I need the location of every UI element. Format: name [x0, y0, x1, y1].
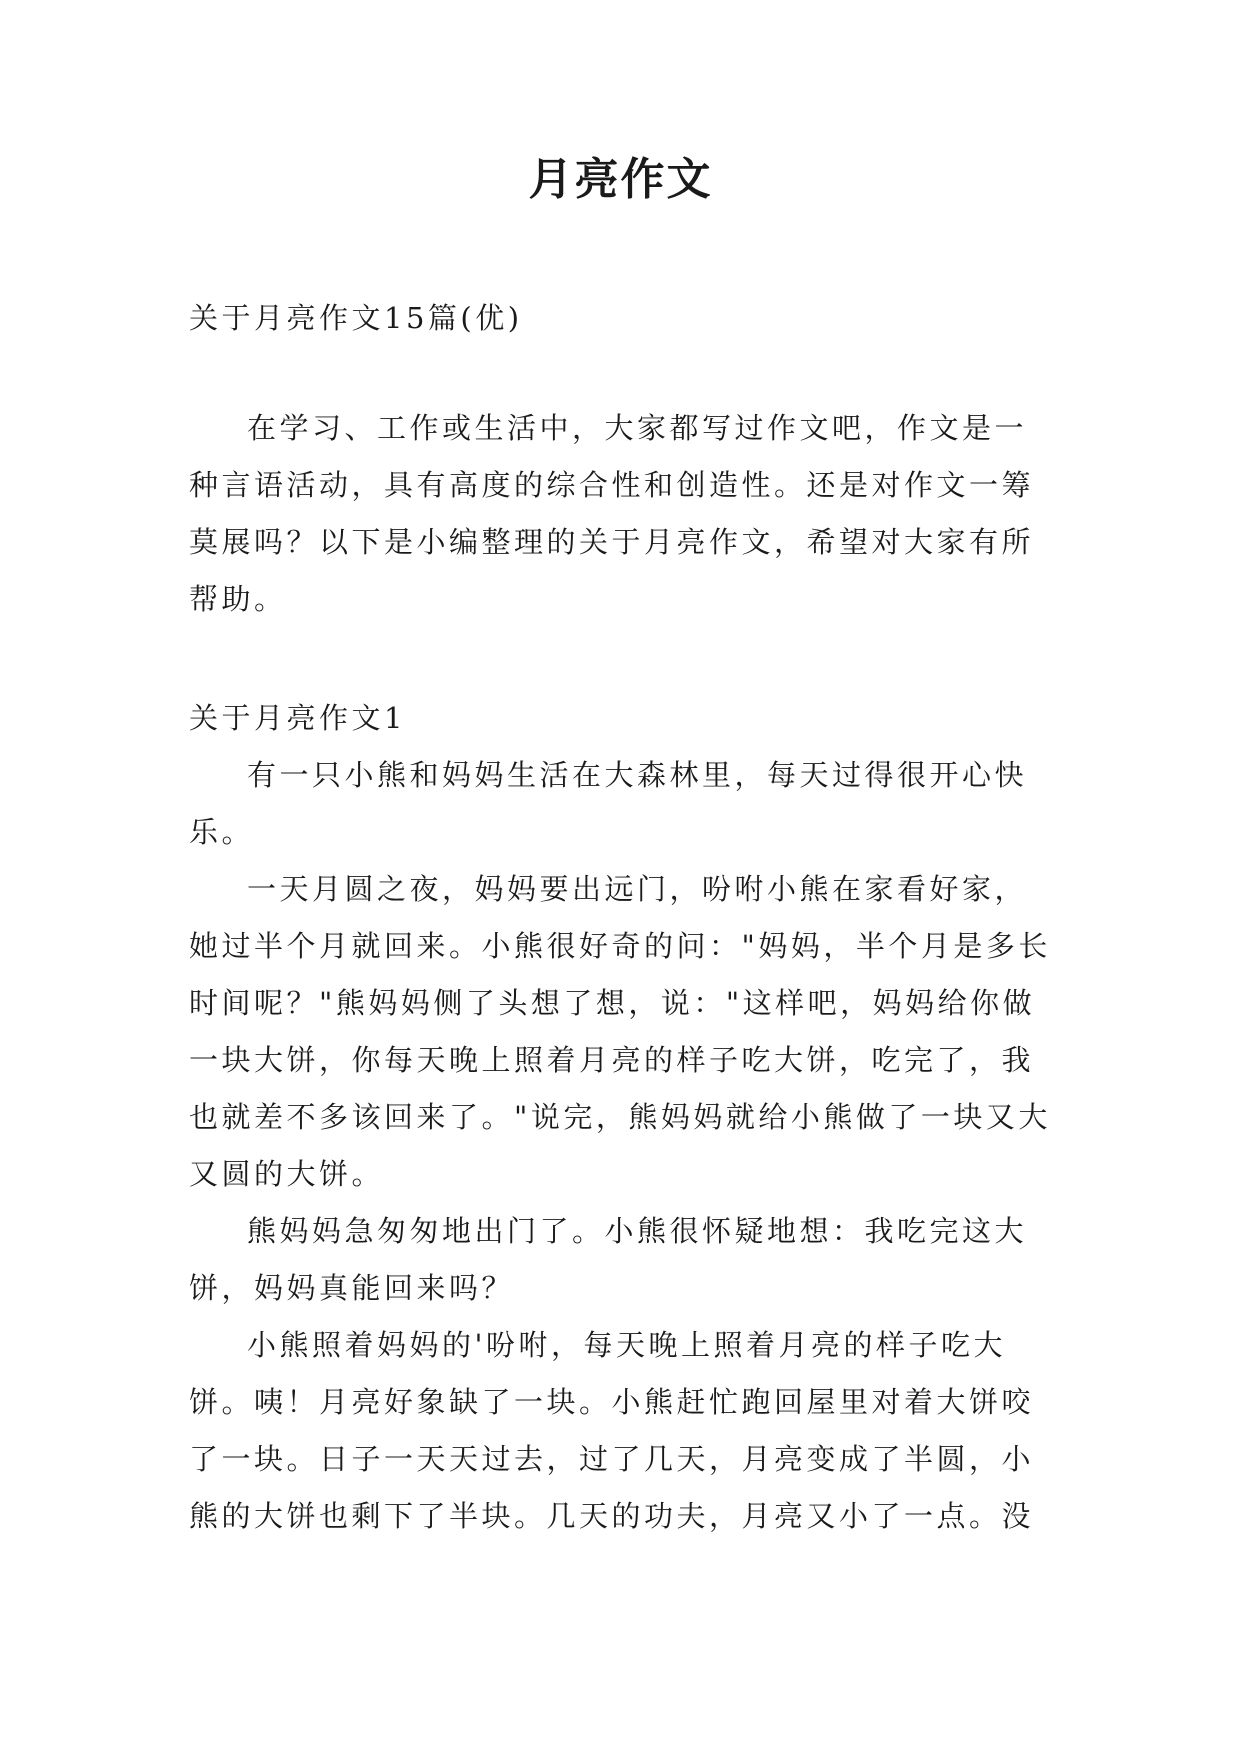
story-paragraph-2: 一天月圆之夜，妈妈要出远门，吩咐小熊在家看好家，她过半个月就回来。小熊很好奇的问："妈妈，半个月是多长时间呢？"熊妈妈侧了头想了想，说："这样吧，妈妈给你做一块大饼，你每天晚上照着月亮的样子吃大饼，吃完了，我也就差不多该回来了。"说完，熊妈妈就给小熊做了一块又大又圆的大饼。: [189, 872, 1051, 1191]
story-paragraph-1: 有一只小熊和妈妈生活在大森林里，每天过得很开心快乐。: [189, 758, 1028, 849]
story-paragraph-3: 熊妈妈急匆匆地出门了。小熊很怀疑地想：我吃完这大饼，妈妈真能回来吗？: [189, 1214, 1028, 1305]
section-heading: 关于月亮作文1: [189, 701, 406, 735]
document-subtitle: 关于月亮作文15篇(优): [189, 301, 523, 335]
intro-paragraph: 在学习、工作或生活中，大家都写过作文吧，作文是一种言语活动，具有高度的综合性和创造性。还是对作文一筹莫展吗？以下是小编整理的关于月亮作文，希望对大家有所帮助。: [189, 411, 1035, 616]
story-paragraph-4: 小熊照着妈妈的'吩咐，每天晚上照着月亮的样子吃大饼。咦！月亮好象缺了一块。小熊赶忙跑回屋里对着大饼咬了一块。日子一天天过去，过了几天，月亮变成了半圆，小熊的大饼也剩下了半块。几天的功夫，月亮又小了一点。没: [189, 1328, 1035, 1533]
document-title: 月亮作文: [528, 154, 713, 205]
